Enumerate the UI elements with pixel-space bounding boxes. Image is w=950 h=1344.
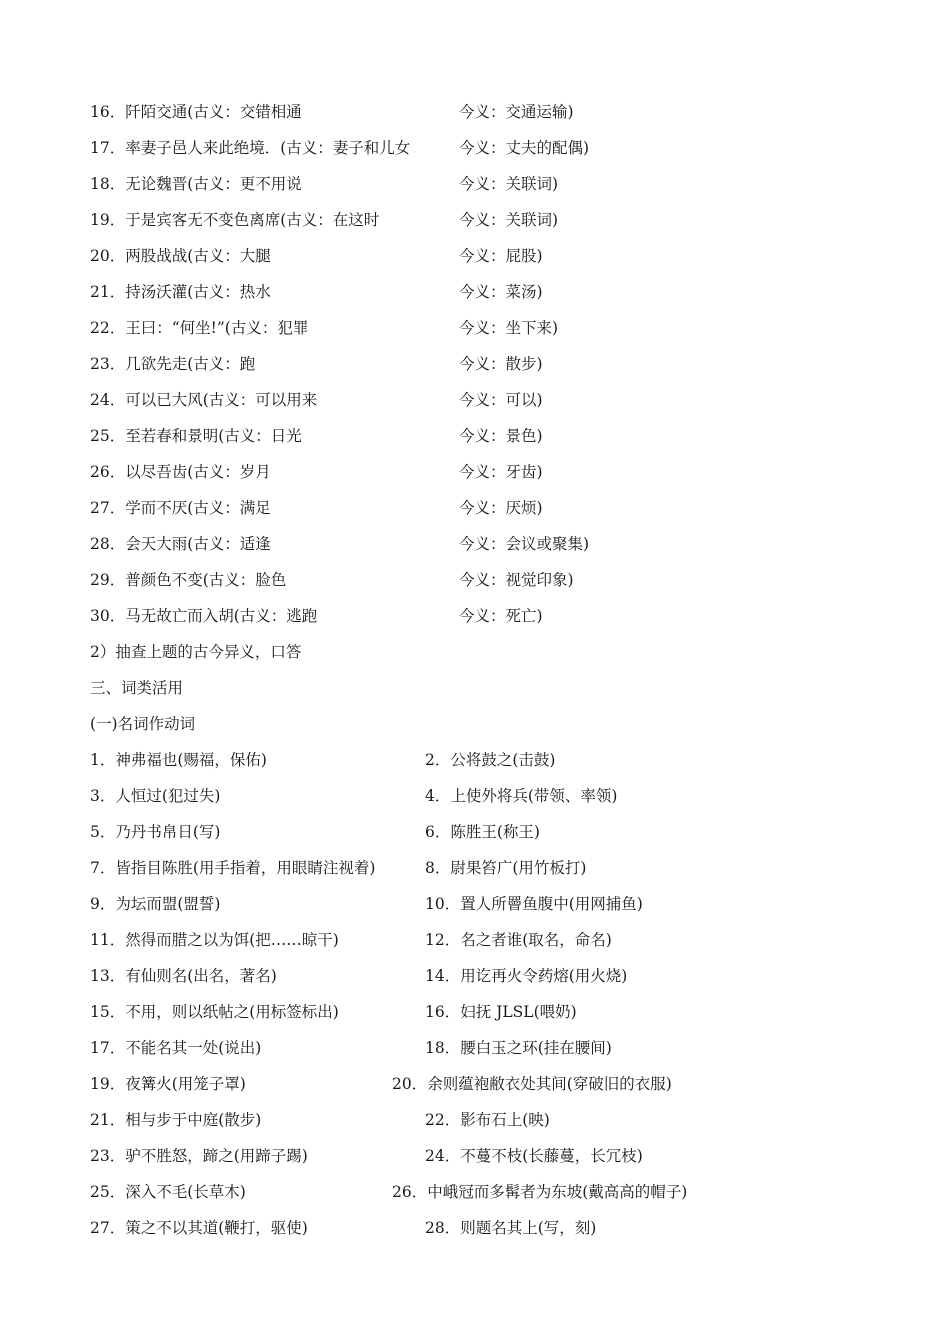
cilei-right: 28．则题名其上(写，刻): [425, 1219, 597, 1237]
cilei-left: 11．然得而腊之以为饵(把……晾干): [90, 931, 339, 949]
gujin-modern: 今义：视觉印象): [459, 571, 574, 589]
cilei-left: 25．深入不毛(长草木): [90, 1183, 246, 1201]
gujin-modern: 今义：丈夫的配偶): [459, 139, 590, 157]
gujin-ancient: 25．至若春和景明(古义：日光: [90, 427, 302, 445]
review-note: 2）抽查上题的古今异义，口答: [90, 643, 302, 661]
gujin-ancient: 18．无论魏晋(古义：更不用说: [90, 175, 302, 193]
gujin-ancient: 23．几欲先走(古义：跑: [90, 355, 256, 373]
gujin-modern: 今义：牙齿): [459, 463, 543, 481]
cilei-right: 16．妇抚 JLSL(喂奶): [425, 1003, 577, 1021]
cilei-right: 8．尉果笞广(用竹板打): [425, 859, 587, 877]
gujin-ancient: 16．阡陌交通(古义：交错相通: [90, 103, 302, 121]
gujin-ancient: 30．马无故亡而入胡(古义：逃跑: [90, 607, 318, 625]
cilei-left: 5．乃丹书帛日(写): [90, 823, 221, 841]
cilei-right: 6．陈胜王(称王): [425, 823, 540, 841]
gujin-modern: 今义：坐下来): [459, 319, 559, 337]
cilei-left: 3．人恒过(犯过失): [90, 787, 221, 805]
gujin-ancient: 27．学而不厌(古义：满足: [90, 499, 271, 517]
gujin-modern: 今义：屁股): [459, 247, 543, 265]
gujin-ancient: 17．率妻子邑人来此绝境．(古义：妻子和儿女: [90, 139, 411, 157]
cilei-left: 13．有仙则名(出名，著名): [90, 967, 277, 985]
gujin-modern: 今义：交通运输): [459, 103, 574, 121]
gujin-ancient: 28．会天大雨(古义：适逢: [90, 535, 271, 553]
gujin-ancient: 19．于是宾客无不变色离席(古义：在这时: [90, 211, 380, 229]
cilei-right: 2．公将鼓之(击鼓): [425, 751, 556, 769]
cilei-left: 21．相与步于中庭(散步): [90, 1111, 262, 1129]
gujin-ancient: 22．王曰：“何坐!”(古义：犯罪: [90, 319, 309, 337]
cilei-right: 10．置人所罾鱼腹中(用网捕鱼): [425, 895, 643, 913]
cilei-right: 14．用讫再火令药熔(用火烧): [425, 967, 628, 985]
cilei-left: 27．策之不以其道(鞭打，驱使): [90, 1219, 308, 1237]
cilei-right: 4．上使外将兵(带领、率领): [425, 787, 618, 805]
gujin-modern: 今义：景色): [459, 427, 543, 445]
section-title: 三、词类活用: [90, 679, 184, 697]
gujin-ancient: 24．可以已大风(古义：可以用来: [90, 391, 318, 409]
gujin-modern: 今义：菜汤): [459, 283, 543, 301]
cilei-left: 1．神弗福也(赐福，保佑): [90, 751, 267, 769]
cilei-right: 26．中峨冠而多髯者为东坡(戴高高的帽子): [392, 1183, 688, 1201]
gujin-modern: 今义：厌烦): [459, 499, 543, 517]
gujin-ancient: 20．两股战战(古义：大腿: [90, 247, 271, 265]
cilei-right: 20．余则蕴袍敝衣处其间(穿破旧的衣服): [392, 1075, 672, 1093]
gujin-modern: 今义：散步): [459, 355, 543, 373]
gujin-ancient: 21．持汤沃灌(古义：热水: [90, 283, 271, 301]
cilei-left: 17．不能名其一处(说出): [90, 1039, 262, 1057]
gujin-modern: 今义：关联词): [459, 175, 559, 193]
gujin-ancient: 29．普颜色不变(古义：脸色: [90, 571, 287, 589]
cilei-right: 24．不蔓不枝(长藤蔓，长冗枝): [425, 1147, 643, 1165]
gujin-ancient: 26．以尽吾齿(古义：岁月: [90, 463, 271, 481]
gujin-modern: 今义：关联词): [459, 211, 559, 229]
cilei-left: 19．夜篝火(用笼子罩): [90, 1075, 246, 1093]
cilei-left: 23．驴不胜怒，蹄之(用蹄子踢): [90, 1147, 308, 1165]
cilei-right: 12．名之者谁(取名，命名): [425, 931, 612, 949]
cilei-left: 15．不用，则以纸帖之(用标签标出): [90, 1003, 339, 1021]
cilei-right: 18．腰白玉之环(挂在腰间): [425, 1039, 612, 1057]
cilei-left: 7．皆指目陈胜(用手指着，用眼睛注视着): [90, 859, 376, 877]
gujin-modern: 今义：可以): [459, 391, 543, 409]
cilei-left: 9．为坛而盟(盟誓): [90, 895, 221, 913]
gujin-modern: 今义：死亡): [459, 607, 543, 625]
subsection-title: (一)名词作动词: [90, 715, 196, 733]
gujin-modern: 今义：会议或聚集): [459, 535, 590, 553]
cilei-right: 22．影布石上(映): [425, 1111, 550, 1129]
